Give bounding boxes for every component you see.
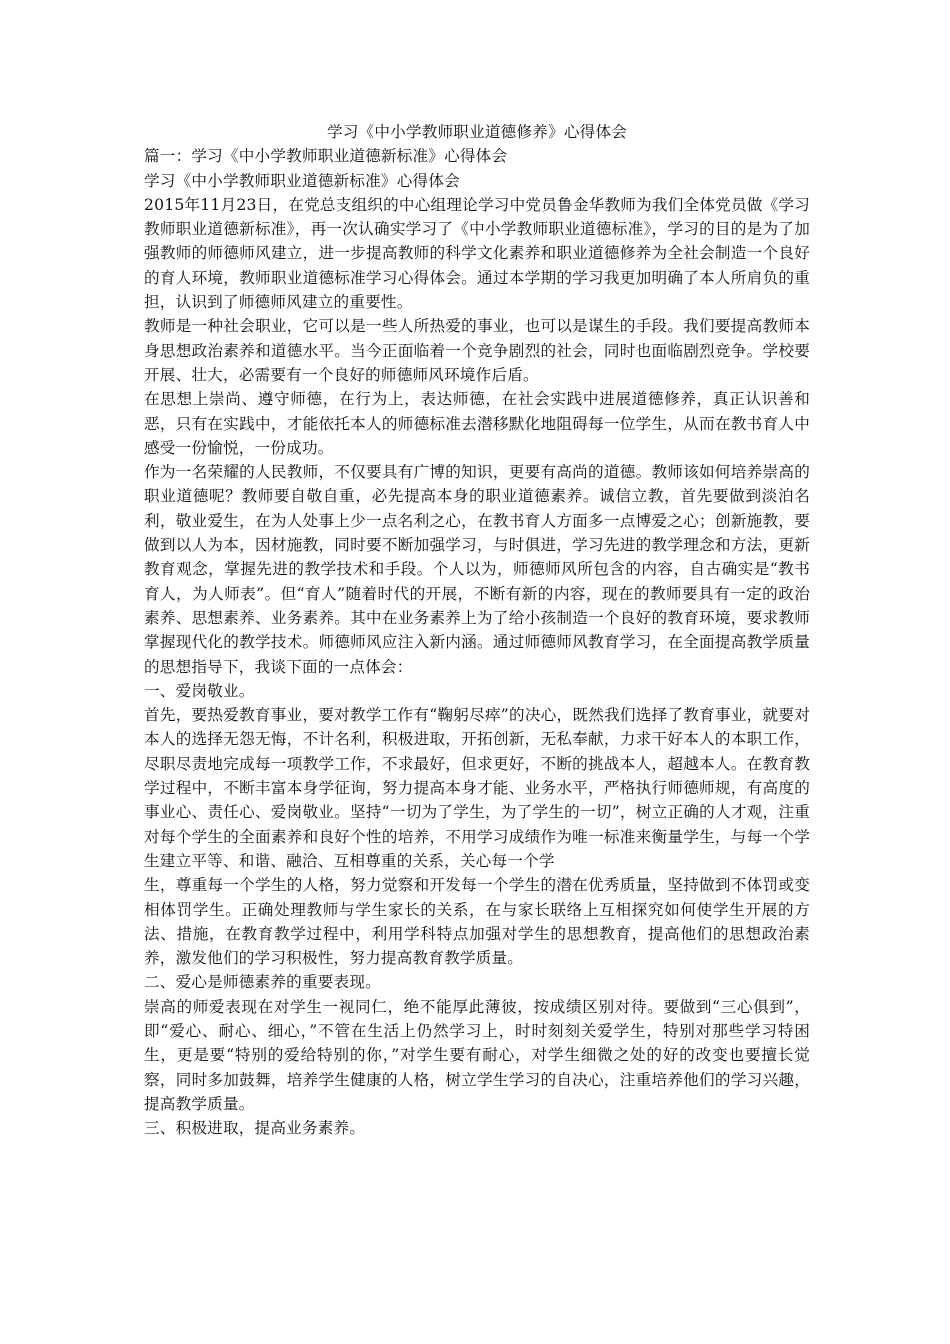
document-title: 学习《中小学教师职业道德修养》心得体会 — [326, 123, 628, 141]
paragraph-intro: 2015年11月23日，在党总支组织的中心组理论学习中党员鲁金华教师为我们全体党员做《学习教师职业道德新标准》，再一次认确实学习了《中小学教师职业道德标准》，学习的目的是为了加强教师的师德师风建立，进一步提高教师的科学文化素养和职业道德修养为全社会制造一个良好的育人环境，教师职业道德标准学习心得体会。通过本学期的学习我更加明确了本人所肩负的重担，认识到了师德师风建立的重要性。 — [144, 195, 810, 312]
section-heading-3: 三、积极进取，提高业务素养。 — [144, 1119, 366, 1138]
section-heading-2: 二、爱心是师德素养的重要表现。 — [144, 973, 381, 992]
paragraph-heading-1: 篇一：学习《中小学教师职业道德新标准》心得体会 — [144, 147, 508, 166]
paragraph-teacher-profession: 教师是一种社会职业，它可以是一些人所热爱的事业，也可以是谋生的手段。我们要提高教师本身思想政治素养和道德水平。当今正面临着一个竞争剧烈的社会，同时也面临剧烈竞争。学校要开展、壮大，必需要有一个良好的师德师风环境作后盾。 — [144, 317, 810, 384]
paragraph-subtitle: 学习《中小学教师职业道德新标准》心得体会 — [144, 171, 460, 190]
paragraph-dedication-continued: 生，尊重每一个学生的人格，努力觉察和开发每一个学生的潜在优秀质量，坚持做到不体罚或变相体罚学生。正确处理教师与学生家长的关系，在与家长联络上互相探究如何使学生开展的方法、措施，在教育教学过程中，利用学科特点加强对学生的思想教育，提高他们的思想政治素养，激发他们的学习积极性，努力提高教育教学质量。 — [144, 876, 810, 968]
section-heading-1: 一、爱岗敬业。 — [144, 681, 255, 700]
document-page — [144, 120, 810, 1140]
paragraph-love: 崇高的师爱表现在对学生一视同仁，绝不能厚此薄彼，按成绩区别对待。要做到“三心俱到”，即“爱心、耐心、细心，”不管在生活上仍然学习上，时时刻刻关爱学生，特别对那些学习特困生，更是要“特别的爱给特别的你，”对学生要有耐心，对学生细微之处的好的改变也要擅长觉察，同时多加鼓舞，培养学生健康的人格，树立学生学习的自决心，注重培养他们的学习兴趣，提高教学质量。 — [144, 997, 810, 1113]
paragraph-dedication: 首先，要热爱教育事业，要对教学工作有“鞠躬尽瘁”的决心，既然我们选择了教育事业，就要对本人的选择无怨无悔，不计名利，积极进取，开拓创新，无私奉献，力求干好本人的本职工作，尽职尽责地完成每一项教学工作，不求最好，但求更好，不断的挑战本人，超越本人。在教育教学过程中，不断丰富本身学征询，努力提高本身才能、业务水平，严格执行师德师规，有高度的事业心、责任心、爱岗敬业。坚持“一切为了学生，为了学生的一切”，树立正确的人才观，注重对每个学生的全面素养和良好个性的培养，不用学习成绩作为唯一标准来衡量学生，与每一个学生建立平等、和谐、融洽、互相尊重的关系，关心每一个学 — [144, 706, 810, 870]
paragraph-noble-morality: 作为一名荣耀的人民教师，不仅要具有广博的知识，更要有高尚的道德。教师该如何培养崇高的职业道德呢？教师要自敬自重，必先提高本身的职业道德素养。诚信立教，首先要做到淡泊名利，敬业爱生，在为人处事上少一点名利之心，在教书育人方面多一点博爱之心；创新施教，要做到以人为本，因材施教，同时要不断加强学习，与时俱进，学习先进的教学理念和方法，更新教育观念，掌握先进的教学技术和手段。个人以为，师德师风所包含的内容，自古确实是“教书育人，为人师表”。但“育人”随着时代的开展，不断有新的内容，现在的教师要具有一定的政治素养、思想素养、业务素养。其中在业务素养上为了给小孩制造一个良好的教育环境，要求教师掌握现代化的教学技术。师德师风应注入新内涵。通过师德师风教育学习，在全面提高教学质量的思想指导下，我谈下面的一点体会： — [144, 463, 810, 676]
paragraph-ideology: 在思想上崇尚、遵守师德，在行为上，表达师德，在社会实践中进展道德修养，真正认识善和恶，只有在实践中，才能依托本人的师德标准去潜移默化地阻碍每一位学生，从而在教书育人中感受一份愉悦，一份成功。 — [144, 390, 810, 457]
